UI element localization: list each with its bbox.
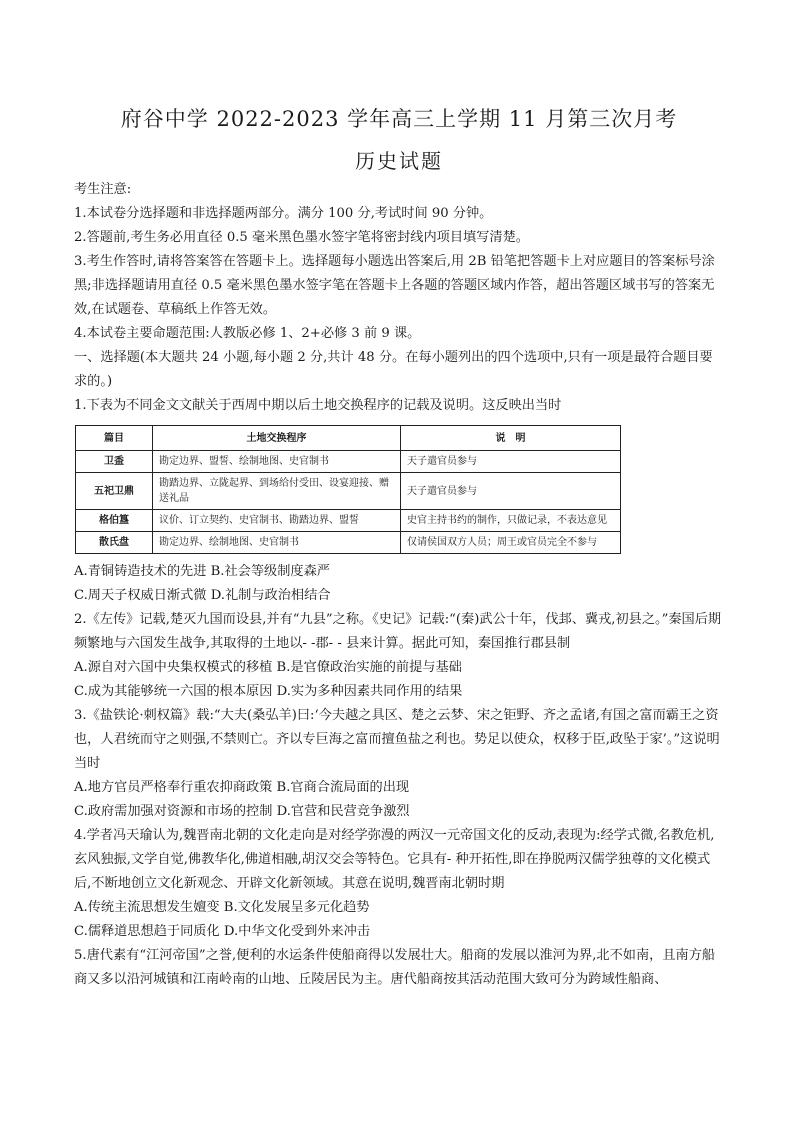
answer-options: A.地方官员严格奉行重农抑商政策 B.官商合流局面的出现 bbox=[74, 780, 410, 795]
table-cell: 天子遣官员参与 bbox=[401, 473, 621, 510]
table-cell: 勘踏边界、立陇起界、到场给付受田、设宴迎接、赠送礼品 bbox=[153, 473, 401, 510]
table-row bbox=[76, 451, 621, 473]
exam-subtitle: 历史试题 bbox=[355, 149, 443, 173]
notice-heading: 考生注意: bbox=[74, 182, 132, 197]
exam-title: 府谷中学 2022-2023 学年高三上学期 11 月第三次月考 bbox=[120, 107, 678, 131]
table-cell: 散氏盘 bbox=[76, 532, 153, 554]
table-cell: 仅请侯国双方人员；周王或官员完全不参与 bbox=[401, 532, 621, 554]
table-row bbox=[76, 510, 621, 532]
land-exchange-table bbox=[75, 425, 621, 554]
table-cell: 格伯簋 bbox=[76, 510, 153, 532]
notice-item: 2.答题前,考生务必用直径 0.5 毫米黑色墨水签字笔将密封线内项目填写清楚。 bbox=[74, 230, 529, 245]
question-stem: 3.《盐铁论·刺权篇》载:“大夫(桑弘羊)曰:‘今夫越之具区、楚之云梦、宋之钜野、齐之孟诸,有国之富而霸王之资也，人君统而守之则强,不禁则亡。齐以专巨海之富而擅鱼盐之利也。势足以使众，权移于臣,政坠于家’。”这说明当时 bbox=[74, 708, 720, 771]
table-cell: 史官主持书约的制作，只做记录，不表达意见 bbox=[401, 510, 621, 532]
table-header-row bbox=[76, 426, 621, 451]
notice-item: 1.本试卷分选择题和非选择题两部分。满分 100 分,考试时间 90 分钟。 bbox=[74, 206, 493, 221]
exam-body bbox=[74, 178, 724, 992]
table-cell: 卫盉 bbox=[76, 451, 153, 473]
question-stem: 1.下表为不同金文文献关于西周中期以后土地交换程序的记载及说明。这反映出当时 bbox=[74, 398, 562, 413]
answer-options: A.青铜铸造技术的先进 B.社会等级制度森严 bbox=[74, 564, 330, 579]
column-header: 土地交换程序 bbox=[153, 426, 401, 451]
column-header: 说 明 bbox=[401, 426, 621, 451]
table-cell: 勘定边界、绘制地图、史官制书 bbox=[153, 532, 401, 554]
question-stem: 5.唐代素有“江河帝国”之誉,便利的水运条件使船商得以发展壮大。船商的发展以淮河为界,北不如南，且南方船商又多以沿河城镇和江南岭南的山地、丘陵居民为主。唐代船商按其活动范围大致可分为跨域性船商、 bbox=[74, 948, 716, 987]
table-cell: 五祀卫鼎 bbox=[76, 473, 153, 510]
table-cell: 勘定边界、盟誓、绘制地图、史官制书 bbox=[153, 451, 401, 473]
answer-options: C.成为其能够统一六国的根本原因 D.实为多种因素共同作用的结果 bbox=[74, 684, 463, 699]
notice-item: 4.本试卷主要命题范围:人教版必修 1、2+必修 3 前 9 课。 bbox=[74, 326, 421, 341]
answer-options: C.周天子权威日渐式微 D.礼制与政治相结合 bbox=[74, 588, 331, 603]
question-stem: 2.《左传》记载,楚灭九国而设县,并有“九县”之称。《史记》记载:“(秦)武公十年，伐邽、冀戎,初县之。”秦国后期频繁地与六国发生战争,其取得的土地以- -郡- - 县来计算。据此可知，秦国推行郡县制 bbox=[74, 612, 722, 651]
column-header: 篇目 bbox=[76, 426, 153, 451]
table-row bbox=[76, 473, 621, 510]
table-cell: 议价、订立契约、史官制书、勘踏边界、盟誓 bbox=[153, 510, 401, 532]
table-row bbox=[76, 532, 621, 554]
notice-item: 3.考生作答时,请将答案答在答题卡上。选择题每小题选出答案后,用 2B 铅笔把答题卡上对应题目的答案标号涂黑;非选择题请用直径 0.5 毫米黑色墨水签字笔在答题卡上各题的答题区域内作答，超出答题区域书写的答案无效,在试题卷、草稿纸上作答无效。 bbox=[74, 254, 715, 317]
table-cell: 天子遣官员参与 bbox=[401, 451, 621, 473]
section-heading: 一、选择题(本大题共 24 小题,每小题 2 分,共计 48 分。在每小题列出的四个选项中,只有一项是最符合题目要求的。) bbox=[74, 350, 713, 389]
answer-options: A.源自对六国中央集权模式的移植 B.是官僚政治实施的前提与基础 bbox=[74, 660, 462, 675]
question-stem: 4.学者冯天瑜认为,魏晋南北朝的文化走向是对经学弥漫的两汉一元帝国文化的反动,表现为:经学式微,名教危机,玄风独振,文学自觉,佛教华化,佛道相融,胡汉交会等特色。它具有- 种开拓性,即在挣脱两汉儒学独尊的文化模式后,不断地创立文化新观念、开辟文化新领域。其意在说明,魏晋南北朝时期 bbox=[74, 828, 715, 891]
answer-options: C.政府需加强对资源和市场的控制 D.官营和民营竞争激烈 bbox=[74, 804, 410, 819]
answer-options: C.儒释道思想趋于同质化 D.中华文化受到外来冲击 bbox=[74, 924, 371, 939]
answer-options: A.传统主流思想发生嬗变 B.文化发展呈多元化趋势 bbox=[74, 900, 370, 915]
